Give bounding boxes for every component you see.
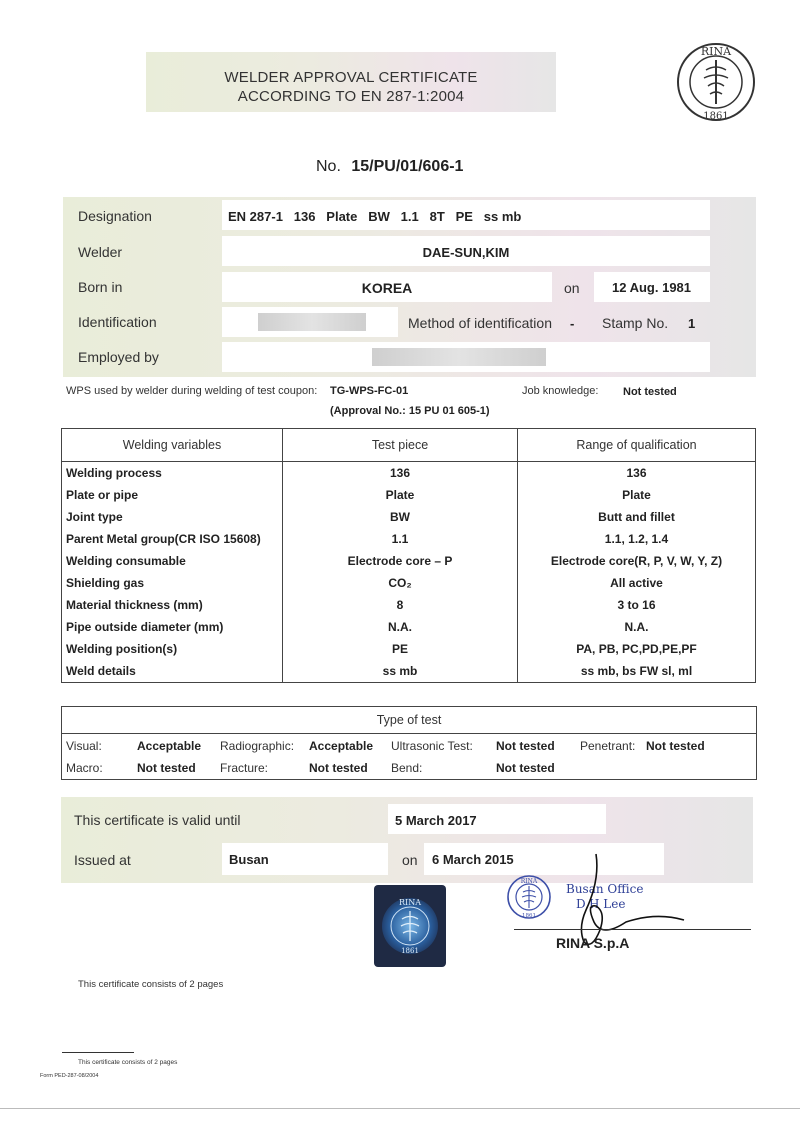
cert-no-value: 15/PU/01/606-1 bbox=[351, 158, 464, 175]
bend-label: Bend: bbox=[391, 761, 423, 775]
test-piece-value: 1.1 bbox=[283, 528, 518, 550]
seal-text: RINA bbox=[399, 898, 421, 907]
visual-value: Acceptable bbox=[137, 739, 202, 753]
office-line-1: Busan Office bbox=[566, 882, 644, 896]
logo-text: RINA bbox=[700, 45, 732, 58]
penetrant-label: Penetrant: bbox=[580, 739, 636, 753]
col-header-variables: Welding variables bbox=[62, 429, 283, 462]
seal-year: 1861 bbox=[401, 947, 419, 955]
test-piece-value: Plate bbox=[283, 484, 518, 506]
rina-logo-icon bbox=[674, 40, 758, 124]
table-row bbox=[62, 462, 756, 485]
range-value: PA, PB, PC,PD,PE,PF bbox=[518, 638, 756, 660]
col-header-test-piece: Test piece bbox=[283, 429, 518, 462]
variable-name: Parent Metal group(CR ISO 15608) bbox=[62, 528, 283, 550]
fracture-label: Fracture: bbox=[220, 761, 269, 775]
variable-name: Material thickness (mm) bbox=[62, 594, 283, 616]
identification-redacted bbox=[258, 313, 366, 331]
table-row bbox=[62, 572, 756, 594]
variable-name: Welding position(s) bbox=[62, 638, 283, 660]
welder-label: Welder bbox=[78, 244, 123, 260]
type-of-test-box bbox=[61, 706, 757, 780]
variable-name: Plate or pipe bbox=[62, 484, 283, 506]
wps-approval: (Approval No.: 15 PU 01 605-1) bbox=[330, 405, 490, 417]
range-value: N.A. bbox=[518, 616, 756, 638]
ultrasonic-label: Ultrasonic Test: bbox=[391, 739, 473, 753]
variable-name: Welding consumable bbox=[62, 550, 283, 572]
table-row bbox=[62, 484, 756, 506]
ultrasonic-value: Not tested bbox=[496, 739, 555, 753]
visual-label: Visual: bbox=[66, 739, 102, 753]
type-of-test-title: Type of test bbox=[62, 707, 756, 734]
range-value: All active bbox=[518, 572, 756, 594]
test-piece-value: 8 bbox=[283, 594, 518, 616]
table-row bbox=[62, 528, 756, 550]
job-knowledge-label: Job knowledge: bbox=[522, 385, 599, 397]
designation-value: EN 287-1 136 Plate BW 1.1 8T PE ss mb bbox=[228, 209, 522, 224]
issued-place-value: Busan bbox=[229, 852, 269, 867]
valid-until-value: 5 March 2017 bbox=[395, 813, 477, 828]
col-header-range: Range of qualification bbox=[518, 429, 756, 462]
welder-value: DAE-SUN,KIM bbox=[422, 245, 510, 260]
radiographic-label: Radiographic: bbox=[220, 739, 295, 753]
bend-value: Not tested bbox=[496, 761, 555, 775]
variable-name: Welding process bbox=[62, 462, 283, 485]
certificate-number bbox=[316, 158, 463, 176]
issued-date-value: 6 March 2015 bbox=[432, 852, 514, 867]
method-label: Method of identification bbox=[408, 315, 552, 331]
welding-variables-table bbox=[61, 428, 756, 683]
page-bottom-edge bbox=[0, 1108, 800, 1109]
job-knowledge-value: Not tested bbox=[623, 386, 677, 398]
variable-name: Joint type bbox=[62, 506, 283, 528]
macro-value: Not tested bbox=[137, 761, 196, 775]
stamp-year: 1861 bbox=[522, 913, 536, 919]
footer-rule bbox=[62, 1052, 134, 1053]
range-value: 136 bbox=[518, 462, 756, 485]
range-value: ss mb, bs FW sl, ml bbox=[518, 660, 756, 683]
stamp-value: 1 bbox=[688, 316, 696, 331]
pages-note: This certificate consists of 2 pages bbox=[78, 979, 224, 990]
issued-at-label: Issued at bbox=[74, 852, 131, 868]
pages-note-small: This certificate consists of 2 pages bbox=[78, 1059, 178, 1066]
stamp-label: Stamp No. bbox=[602, 315, 669, 331]
table-row bbox=[62, 638, 756, 660]
identification-label: Identification bbox=[78, 314, 157, 330]
range-value: Plate bbox=[518, 484, 756, 506]
valid-until-label: This certificate is valid until bbox=[74, 812, 241, 828]
test-piece-value: BW bbox=[283, 506, 518, 528]
office-line-2: D.H Lee bbox=[576, 897, 626, 911]
test-piece-value: PE bbox=[283, 638, 518, 660]
title-line-2: ACCORDING TO EN 287-1:2004 bbox=[237, 88, 465, 105]
test-piece-value: N.A. bbox=[283, 616, 518, 638]
table-row bbox=[62, 616, 756, 638]
designation-label: Designation bbox=[78, 208, 152, 224]
cert-no-label: No. bbox=[316, 158, 341, 175]
table-row bbox=[62, 550, 756, 572]
stamp-text: RINA bbox=[520, 878, 538, 885]
variable-name: Weld details bbox=[62, 660, 283, 683]
penetrant-value: Not tested bbox=[646, 739, 705, 753]
range-value: Butt and fillet bbox=[518, 506, 756, 528]
issued-on-label: on bbox=[402, 852, 418, 868]
range-value: Electrode core(R, P, V, W, Y, Z) bbox=[518, 550, 756, 572]
fracture-value: Not tested bbox=[309, 761, 368, 775]
variable-name: Shielding gas bbox=[62, 572, 283, 594]
signature-line bbox=[514, 929, 751, 930]
table-row bbox=[62, 506, 756, 528]
employer-redacted bbox=[372, 348, 546, 366]
born-label: Born in bbox=[78, 279, 123, 295]
variable-name: Pipe outside diameter (mm) bbox=[62, 616, 283, 638]
wps-label: WPS used by welder during welding of test coupon: bbox=[66, 385, 318, 397]
born-place-value: KOREA bbox=[361, 280, 413, 296]
test-piece-value: CO₂ bbox=[283, 572, 518, 594]
wps-value: TG-WPS-FC-01 bbox=[330, 385, 409, 397]
radiographic-value: Acceptable bbox=[309, 739, 374, 753]
table-row bbox=[62, 594, 756, 616]
range-value: 3 to 16 bbox=[518, 594, 756, 616]
hologram-seal-icon bbox=[374, 885, 446, 967]
title-line-1: WELDER APPROVAL CERTIFICATE bbox=[224, 69, 478, 86]
company-name: RINA S.p.A bbox=[556, 935, 630, 951]
logo-year: 1861 bbox=[703, 111, 729, 122]
table-row bbox=[62, 660, 756, 683]
form-code: Form PED-287-08/2004 bbox=[40, 1073, 99, 1079]
method-value: - bbox=[570, 316, 575, 331]
born-on-label: on bbox=[564, 280, 580, 296]
title-banner bbox=[146, 52, 556, 112]
range-value: 1.1, 1.2, 1.4 bbox=[518, 528, 756, 550]
rina-stamp-icon bbox=[506, 874, 552, 920]
employed-label: Employed by bbox=[78, 349, 159, 365]
born-date-value: 12 Aug. 1981 bbox=[612, 280, 692, 295]
macro-label: Macro: bbox=[66, 761, 103, 775]
test-piece-value: ss mb bbox=[283, 660, 518, 683]
test-piece-value: Electrode core – P bbox=[283, 550, 518, 572]
test-piece-value: 136 bbox=[283, 462, 518, 485]
